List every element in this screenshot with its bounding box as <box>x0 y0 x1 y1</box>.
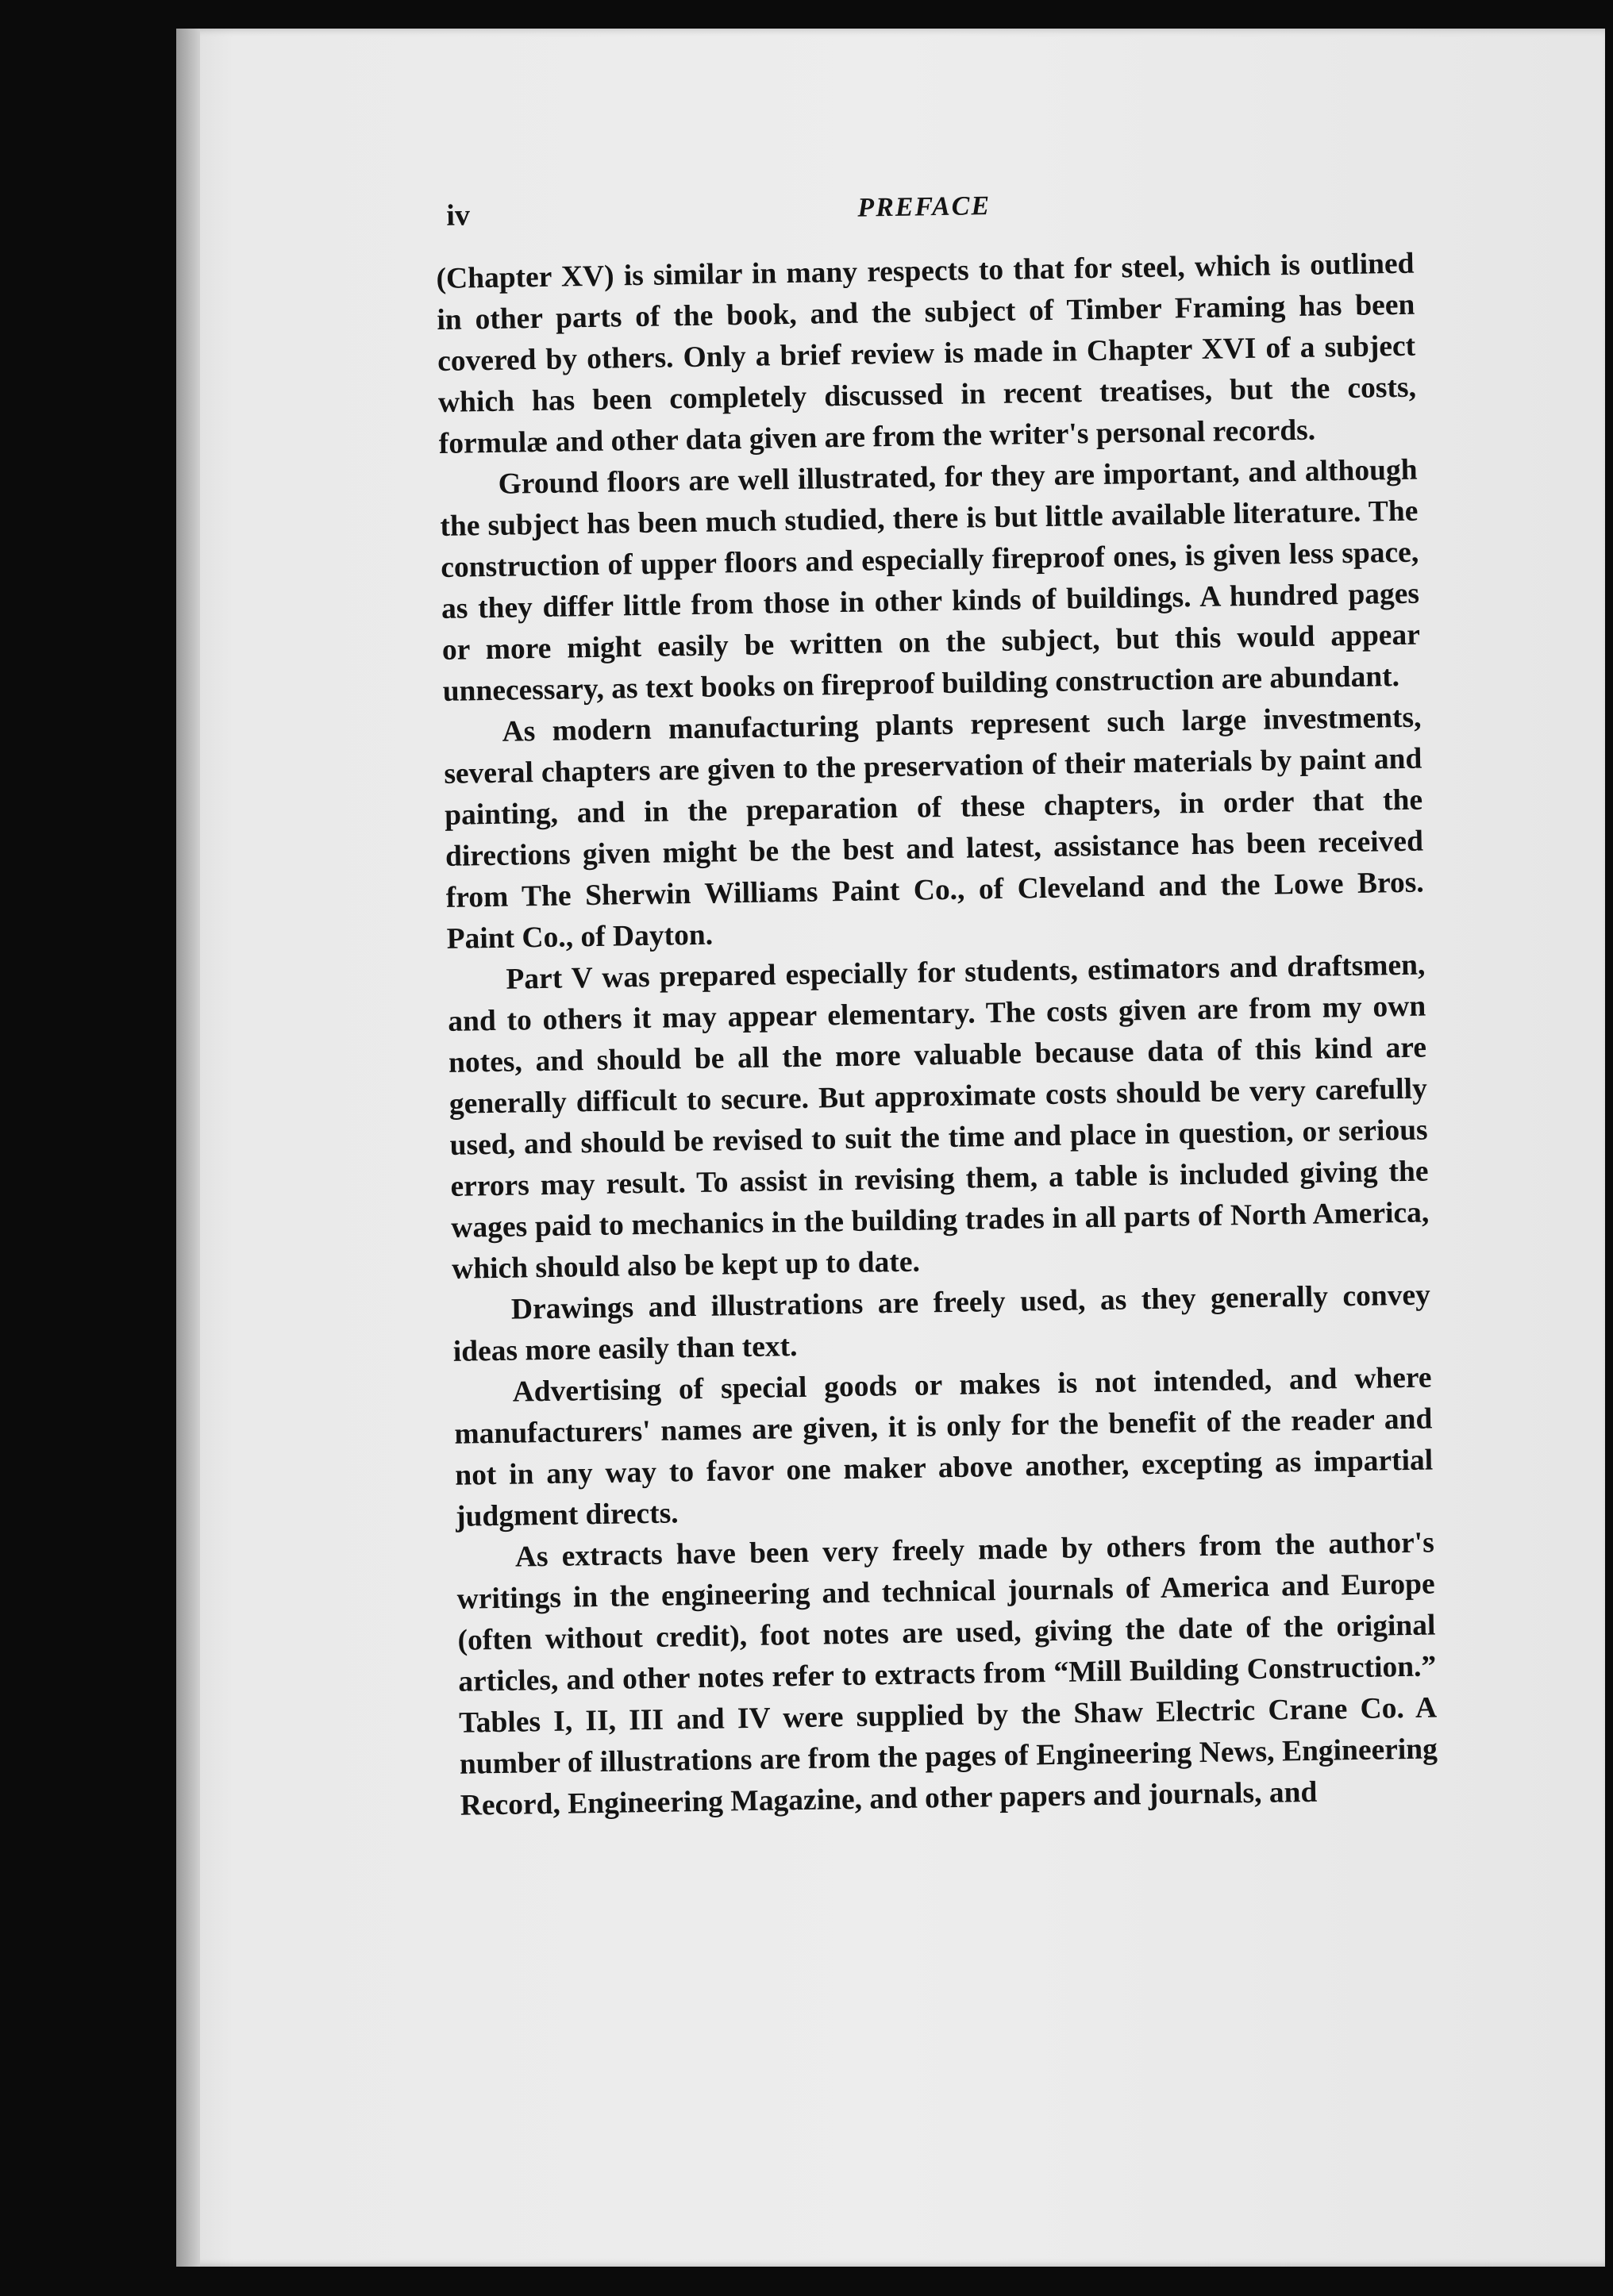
page-spine-shadow <box>176 29 200 2267</box>
paragraph: Part V was prepared especially for students, estimators and draftsmen, and to others it may appear elementary. The costs given are from my own notes, and should be all the more valuable because data of this kind are generally difficult to secure. But approximate costs should be very carefully used, and should be revised to suit the time and place in question, or serious errors may result. To assist in revising them, a table is included giving the wages paid to mechanics in the building trades in all parts of North America, which should also be kept up to date. <box>447 948 1430 1286</box>
paragraph: (Chapter XV) is similar in many respects to that for steel, which is outlined in other parts of the book, and the subject of Timber Framing has been covered by others. Only a brief review is made in Chapter XVI of a subject which has been completely discussed in recent treatises, but the costs, formulæ and other data given are from the writer's personal records. <box>436 247 1417 460</box>
paragraph: Drawings and illustrations are freely used, as they generally convey ideas more easily than text. <box>452 1279 1431 1368</box>
page-number: iv <box>446 198 471 233</box>
paragraph: Advertising of special goods or makes is not intended, and where manufacturers' names are given, it is only for the benefit of the reader and not in any way to favor one maker above another, excepting as impartial judgment directs. <box>454 1361 1434 1533</box>
paragraph: As extracts have been very freely made by others from the author's writings in the engineering and technical journals of America and Europe (often without credit), foot notes are used, giving the date of the original articles, and other notes refer to extracts from “Mill Building Construction.” Tables I, II, III and IV were supplied by the Shaw Electric Crane Co. A number of illustrations are from the pages of Engineering News, Engineering Record, Engineering Magazine, and other papers and journals, and <box>456 1526 1438 1822</box>
paragraph: As modern manufacturing plants represent such large investments, several chapters are given to the preservation of their materials by paint and painting, and in the preparation of these chapters, in order that the directions given might be the best and latest, assistance has been received from The Sherwin Williams Paint Co., of Cleveland and the Lowe Bros. Paint Co., of Dayton. <box>444 701 1425 956</box>
page-text <box>435 183 1438 1827</box>
paragraph: Ground floors are well illustrated, for they are important, and although the subject has been much studied, there is but little available literature. The construction of upper floors and especially fireproof ones, is given less space, as they differ little from those in other kinds of buildings. A hundred pages or more might easily be written on the subject, but this would appear unnecessary, as text books on fireproof building construction are abundant. <box>440 453 1421 708</box>
running-title: PREFACE <box>857 191 991 223</box>
